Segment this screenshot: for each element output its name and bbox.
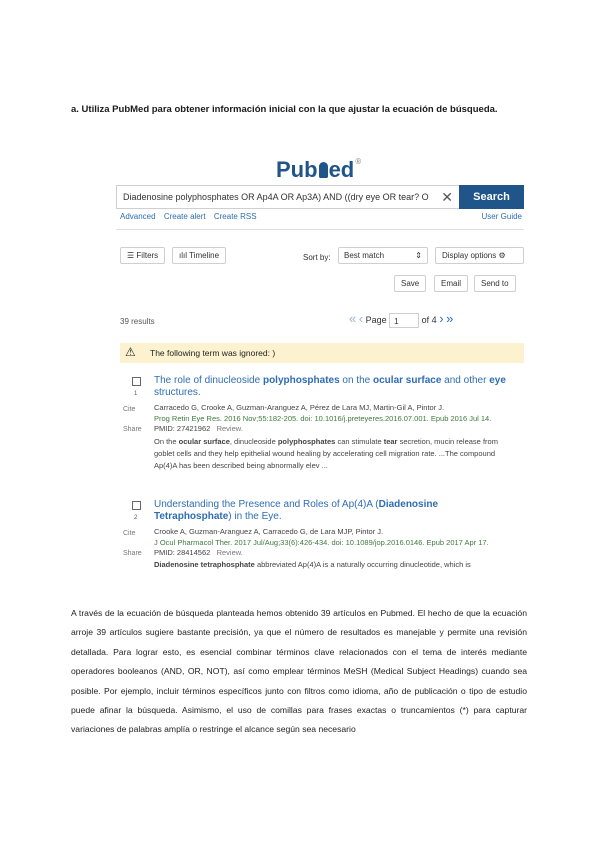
authors: Carracedo G, Crooke A, Guzman-Aranguez A, Pérez de Lara MJ, Martin-Gil A, Pintor J.	[154, 403, 445, 412]
title-text: The role of dinucleoside	[154, 375, 263, 386]
pubmed-screenshot	[116, 153, 524, 574]
title-highlight: eye	[489, 375, 506, 386]
snippet-text: can stimulate	[335, 436, 384, 446]
pagination	[349, 311, 453, 328]
display-options-label: Display options	[442, 251, 497, 260]
warning-banner	[120, 343, 524, 363]
title-text: and other	[441, 375, 490, 386]
section-heading: a. Utiliza PubMed para obtener información inicial con la que ajustar la ecuación de búsqueda.	[71, 104, 498, 115]
snippet-highlight: polyphosphates	[277, 436, 336, 446]
filters-button[interactable]	[120, 247, 165, 264]
article-title-link[interactable]	[154, 499, 514, 523]
divider	[116, 229, 524, 230]
sort-by-label: Sort by:	[303, 253, 331, 262]
display-options-button[interactable]	[435, 247, 524, 264]
sort-value: Best match	[344, 251, 385, 260]
page-label: Page	[365, 315, 387, 325]
results-count: 39 results	[120, 317, 155, 326]
snippet-highlight: ocular surface	[178, 436, 230, 446]
sort-select[interactable]	[338, 247, 428, 264]
email-button[interactable]: Email	[434, 275, 468, 292]
advanced-link[interactable]: Advanced	[120, 212, 156, 221]
result-number: 2	[134, 515, 138, 521]
authors: Crooke A, Guzman-Aranguez A, Carracedo G, de Lara MJP, Pintor J.	[154, 527, 384, 536]
first-page-icon[interactable]: «	[349, 311, 357, 326]
snippet-text: secretion, mucin release from goblet cells and they help epithelial wound healing by accelerating cell migration rate. ...The compound Ap(4)A has been described being abnormally elev ...	[154, 436, 498, 470]
warning-message: The following term was ignored: )	[150, 348, 276, 358]
logo-text-right: ed	[328, 157, 355, 182]
snippet	[154, 560, 519, 571]
chevron-updown-icon: ⇕	[415, 251, 422, 260]
share-button[interactable]: Share	[123, 550, 142, 557]
logo-text-left: Pub	[276, 157, 318, 182]
page-of: of 4	[421, 315, 437, 325]
pmid: PMID: 27421962	[154, 424, 211, 433]
create-alert-link[interactable]: Create alert	[163, 212, 206, 221]
send-to-button[interactable]: Send to	[474, 275, 516, 292]
article-title-link[interactable]	[154, 375, 514, 399]
snippet	[154, 436, 519, 472]
logo-pin-icon	[319, 162, 328, 178]
title-highlight: ocular surface	[373, 375, 442, 386]
cite-button[interactable]: Cite	[123, 530, 136, 537]
article-meta	[154, 403, 519, 472]
citation: Prog Retin Eye Res. 2016 Nov;55:182-205. doi: 10.1016/j.preteyeres.2016.07.001. Epub 2016 Jul 14.	[154, 413, 492, 423]
review-tag: Review.	[216, 548, 243, 557]
snippet-text: abbreviated Ap(4)A is a naturally occurring dinucleotide, which is	[254, 559, 471, 569]
snippet-highlight: tear	[383, 436, 398, 446]
gear-icon: ⚙	[498, 251, 506, 260]
title-text: on the	[339, 375, 374, 386]
clear-icon[interactable]: ✕	[441, 189, 453, 205]
timeline-button[interactable]	[172, 247, 226, 264]
title-highlight: Diadenosine Tetraphosphate	[154, 499, 439, 522]
save-button[interactable]: Save	[394, 275, 426, 292]
title-highlight: polyphosphates	[262, 375, 340, 386]
search-query-text: Diadenosine polyphosphates OR Ap4A OR Ap3A) AND ((dry eye OR tear? O	[123, 192, 429, 202]
user-guide-link[interactable]: User Guide	[481, 212, 522, 221]
filter-icon: ☰	[127, 251, 135, 260]
search-button[interactable]: Search	[459, 185, 524, 209]
citation: J Ocul Pharmacol Ther. 2017 Jul/Aug;33(6):426-434. doi: 10.1089/jop.2016.0146. Epub 2017 Apr 17.	[154, 537, 489, 547]
select-checkbox[interactable]	[132, 501, 141, 510]
registered-icon: ®	[355, 157, 362, 166]
title-text: ) in the Eye.	[228, 511, 282, 522]
cite-button[interactable]: Cite	[123, 406, 136, 413]
filters-label: Filters	[136, 251, 159, 260]
body-paragraph: A través de la ecuación de búsqueda planteada hemos obtenido 39 artículos en Pubmed. El hecho de que la ecuación arroje 39 artículos sugiere bastante precisión, ya que el número de resultados es manejable y permite una revisión detallada. Para lograr esto, es esencial combinar términos clave relacionados con el tema de interés mediante operadores booleanos (AND, OR, NOT), así como emplear términos MeSH (Medical Subject Headings) cuando sea posible. Por ejemplo, incluir términos específicos junto con filtros como idioma, año de publicación o tipo de estudio puede afinar la búsqueda. Asimismo, el uso de comillas para frases exactas o truncamientos (*) para capturar variaciones de palabras amplía o restringe el alcance según sea necesario	[71, 608, 527, 735]
last-page-icon[interactable]: »	[446, 311, 454, 326]
prev-page-icon[interactable]: ‹	[358, 311, 364, 326]
warning-icon: ⚠	[125, 345, 136, 359]
pubmed-logo[interactable]	[276, 157, 361, 183]
review-tag: Review.	[216, 424, 243, 433]
select-checkbox[interactable]	[132, 377, 141, 386]
snippet-text: , dinucleoside	[229, 436, 278, 446]
next-page-icon[interactable]: ›	[439, 311, 444, 326]
snippet-text: On the	[154, 436, 179, 446]
create-rss-link[interactable]: Create RSS	[213, 212, 257, 221]
timeline-icon: ılıl	[179, 251, 187, 260]
result-number: 1	[134, 391, 138, 397]
snippet-highlight: Diadenosine tetraphosphate	[154, 559, 255, 569]
search-sublinks	[120, 212, 263, 221]
timeline-label: Timeline	[189, 251, 220, 260]
title-text: structures.	[154, 387, 201, 398]
pmid: PMID: 28414562	[154, 548, 211, 557]
share-button[interactable]: Share	[123, 426, 142, 433]
page-input[interactable]: 1	[389, 313, 419, 328]
title-text: Understanding the Presence and Roles of Ap(4)A (	[154, 499, 379, 510]
article-meta	[154, 527, 519, 570]
search-input[interactable]	[116, 185, 459, 209]
